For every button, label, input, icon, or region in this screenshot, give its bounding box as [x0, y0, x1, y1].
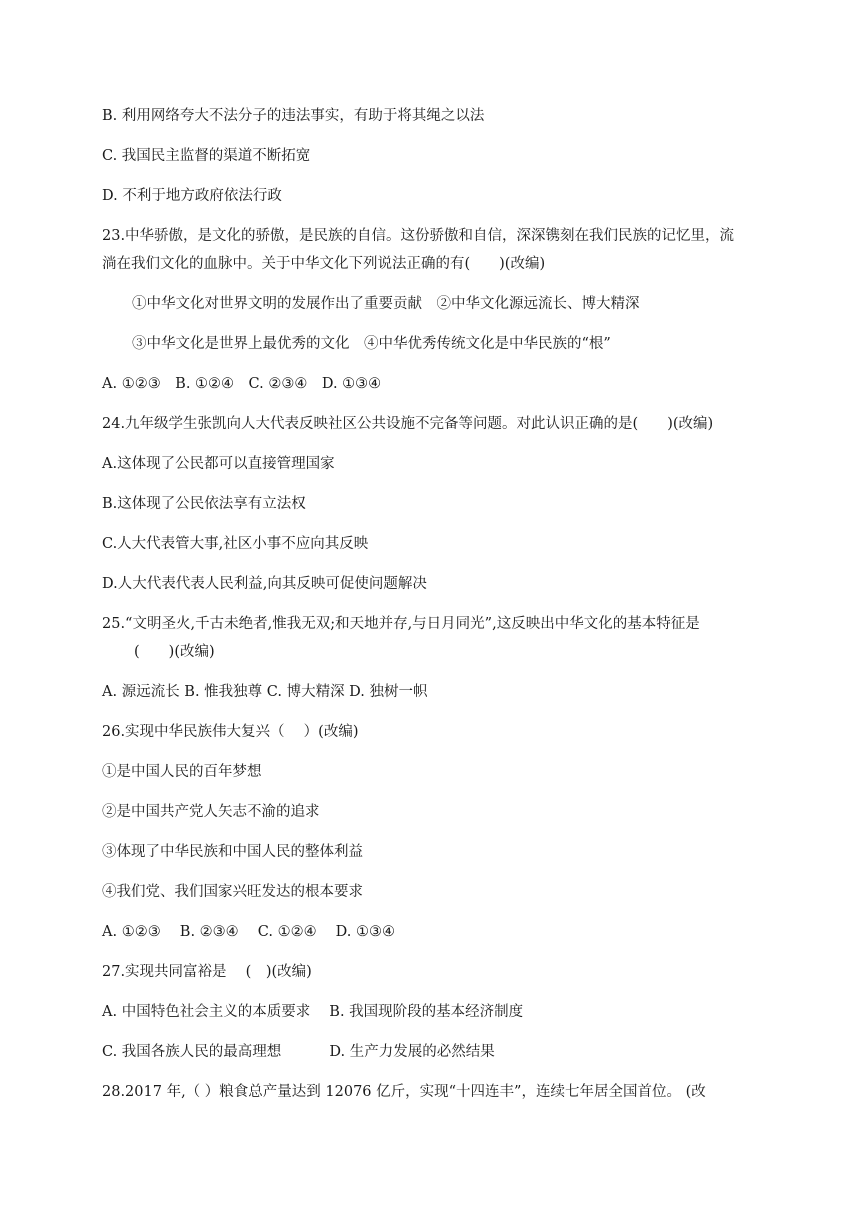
- question-23-line1: 23.中华骄傲，是文化的骄傲，是民族的自信。这份骄傲和自信，深深镌刻在我们民族的记忆里，流: [102, 228, 735, 244]
- question-26-statement-4: ④我们党、我们国家兴旺发达的根本要求: [102, 884, 363, 900]
- question-23-statements-2: ③中华文化是世界上最优秀的文化 ④中华优秀传统文化是中华民族的“根”: [132, 336, 611, 352]
- option-c-24: C.人大代表管大事,社区小事不应向其反映: [102, 536, 369, 552]
- question-26-statement-1: ①是中国人民的百年梦想: [102, 764, 262, 780]
- question-24: 24.九年级学生张凯向人大代表反映社区公共设施不完备等问题。对此认识正确的是( )(改编): [102, 416, 714, 432]
- question-26-statement-3: ③体现了中华民族和中国人民的整体利益: [102, 844, 363, 860]
- question-27-options-cd: C. 我国各族人民的最高理想 D. 生产力发展的必然结果: [102, 1044, 495, 1060]
- option-d-22: D. 不利于地方政府依法行政: [102, 188, 282, 204]
- option-c-22: C. 我国民主监督的渠道不断拓宽: [102, 148, 311, 164]
- question-27: 27.实现共同富裕是 ( )(改编): [102, 964, 312, 980]
- question-26: 26.实现中华民族伟大复兴（ ）(改编): [102, 724, 359, 740]
- question-25-options: A. 源远流长 B. 惟我独尊 C. 博大精深 D. 独树一帜: [102, 684, 428, 700]
- question-26-options: A. ①②③ B. ②③④ C. ①②④ D. ①③④: [102, 924, 396, 940]
- question-23-statements-1: ①中华文化对世界文明的发展作出了重要贡献 ②中华文化源远流长、博大精深: [132, 296, 640, 312]
- question-23-line2: 淌在我们文化的血脉中。关于中华文化下列说法正确的有( )(改编): [102, 256, 546, 272]
- option-a-24: A.这体现了公民都可以直接管理国家: [102, 456, 335, 472]
- question-28: 28.2017 年,（ ）粮食总产量达到 12076 亿斤，实现“十四连丰”，连续七年居全国首位。 (改: [102, 1084, 706, 1100]
- question-27-options-ab: A. 中国特色社会主义的本质要求 B. 我国现阶段的基本经济制度: [102, 1004, 524, 1020]
- question-25-line1: 25.“文明圣火,千古未绝者,惟我无双;和天地并存,与日月同光”,这反映出中华文化的基本特征是: [102, 616, 700, 632]
- option-d-24: D.人大代表代表人民利益,向其反映可促使问题解决: [102, 576, 427, 592]
- question-23-options: A. ①②③ B. ①②④ C. ②③④ D. ①③④: [102, 376, 382, 392]
- option-b-24: B.这体现了公民依法享有立法权: [102, 496, 306, 512]
- question-26-statement-2: ②是中国共产党人矢志不渝的追求: [102, 804, 320, 820]
- option-b-22: B. 利用网络夸大不法分子的违法事实，有助于将其绳之以法: [102, 108, 485, 124]
- question-25-line2: ( )(改编): [134, 644, 215, 660]
